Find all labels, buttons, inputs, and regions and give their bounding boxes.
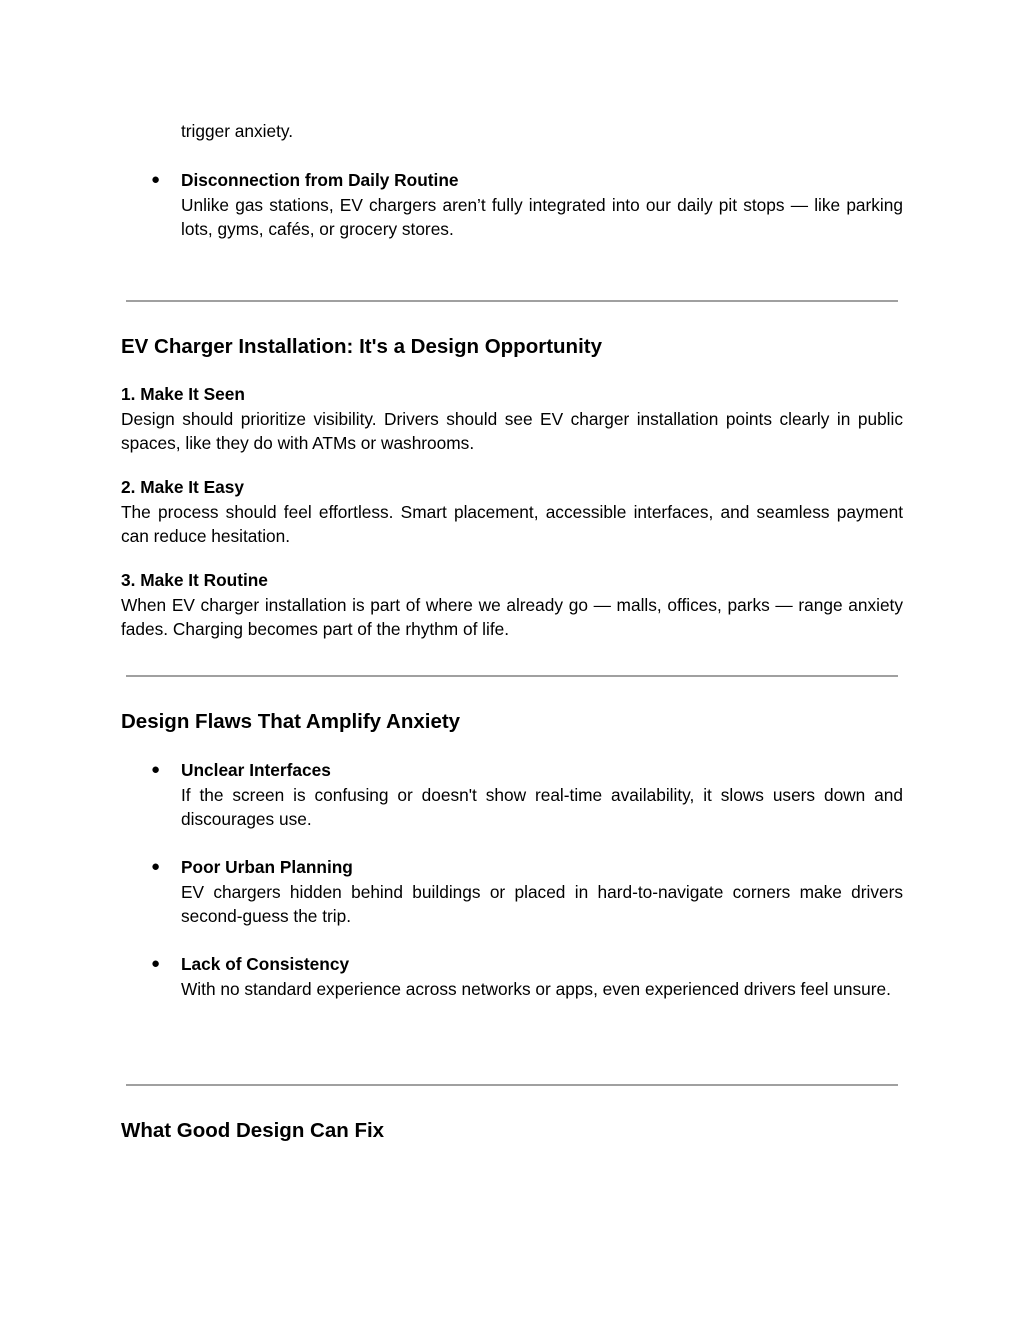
numbered-item-make-it-easy <box>121 475 903 549</box>
bullet-title: Lack of Consistency <box>181 954 350 974</box>
numbered-item-title: 3. Make It Routine <box>121 570 268 590</box>
bullet-text: If the screen is confusing or doesn't show real-time availability, it slows users down and discourages use. <box>181 784 903 829</box>
bullet-text: Unlike gas stations, EV chargers aren’t fully integrated into our daily pit stops — like parking lots, gyms, cafés, or grocery stores. <box>181 194 903 239</box>
bullet-dot-icon: ● <box>151 171 161 188</box>
intro-continuation-text: trigger anxiety. <box>181 121 294 141</box>
bullet-title: Poor Urban Planning <box>181 857 353 877</box>
numbered-item-title: 2. Make It Easy <box>121 477 244 497</box>
section-heading-flaws: Design Flaws That Amplify Anxiety <box>121 710 461 733</box>
section-divider <box>126 300 898 302</box>
section-divider <box>126 675 898 677</box>
bullet-text: With no standard experience across networks or apps, even experienced drivers feel unsure. <box>181 978 891 999</box>
numbered-item-title: 1. Make It Seen <box>121 384 245 404</box>
numbered-item-make-it-routine <box>121 568 903 642</box>
numbered-item-make-it-seen <box>121 382 903 456</box>
bullet-text: EV chargers hidden behind buildings or placed in hard-to-navigate corners make drivers second-guess the trip. <box>181 881 903 926</box>
numbered-item-text: Design should prioritize visibility. Drivers should see EV charger installation points clearly in public spaces, like they do with ATMs or washrooms. <box>121 408 903 453</box>
numbered-item-text: When EV charger installation is part of where we already go — malls, offices, parks — range anxiety fades. Charging becomes part of the rhythm of life. <box>121 594 903 639</box>
section-heading-opportunity: EV Charger Installation: It's a Design Opportunity <box>121 335 602 358</box>
bullet-title: Unclear Interfaces <box>181 760 331 780</box>
bullet-dot-icon: ● <box>151 761 161 778</box>
bullet-dot-icon: ● <box>151 955 161 972</box>
bullet-item-unclear-interfaces <box>121 758 903 834</box>
section-divider <box>126 1084 898 1086</box>
section-heading-fix: What Good Design Can Fix <box>121 1119 385 1142</box>
bullet-item-lack-of-consistency <box>121 952 903 1028</box>
bullet-title: Disconnection from Daily Routine <box>181 170 459 190</box>
bullet-item-disconnection <box>121 168 903 244</box>
bullet-item-poor-urban-planning <box>121 855 903 931</box>
bullet-dot-icon: ● <box>151 858 161 875</box>
numbered-item-text: The process should feel effortless. Smart placement, accessible interfaces, and seamless payment can reduce hesitation. <box>121 501 903 546</box>
